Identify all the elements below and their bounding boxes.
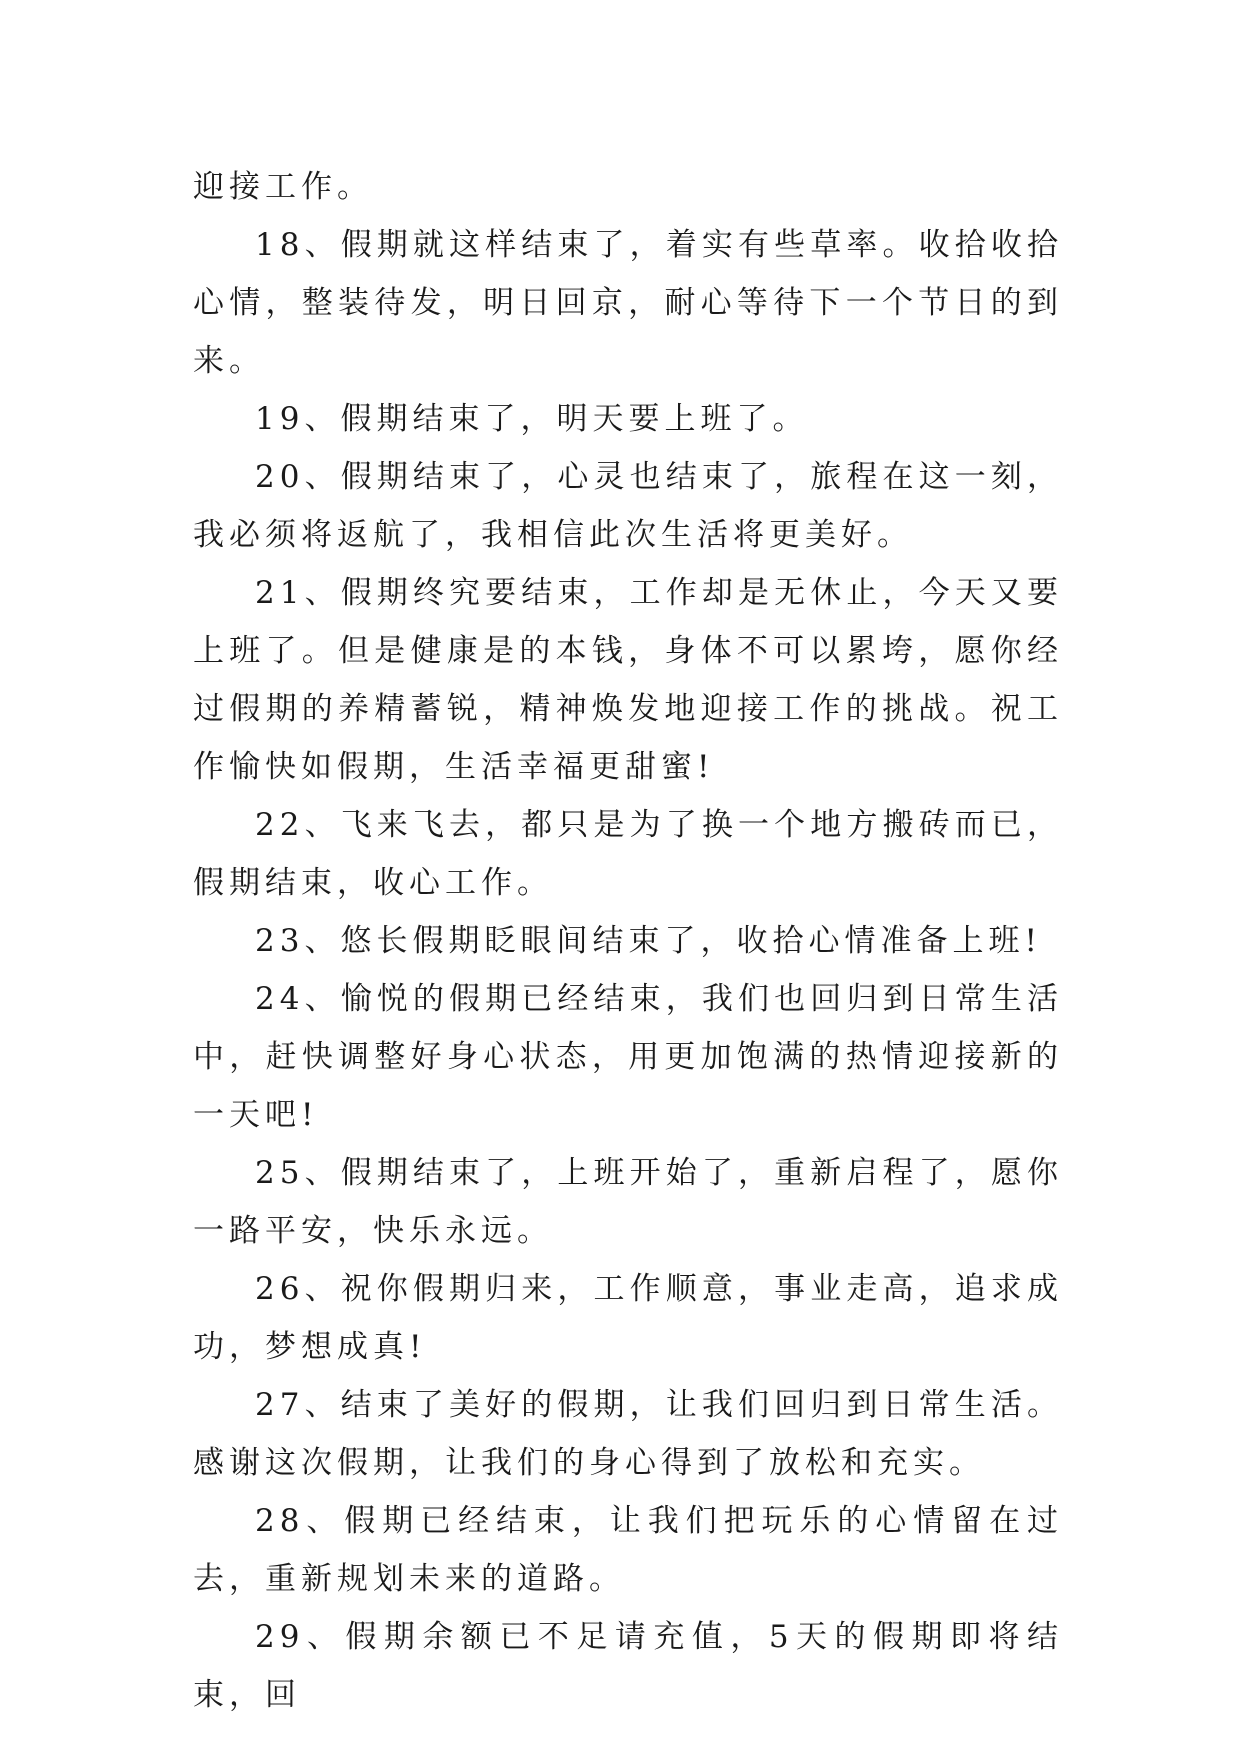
paragraph-20: 20、假期结束了，心灵也结束了，旅程在这一刻，我必须将返航了，我相信此次生活将更美好。 bbox=[193, 459, 1063, 553]
paragraph-18: 18、假期就这样结束了，着实有些草率。收拾收拾心情，整装待发，明日回京，耐心等待下一个节日的到来。 bbox=[193, 227, 1063, 379]
paragraph-28: 28、假期已经结束，让我们把玩乐的心情留在过去，重新规划未来的道路。 bbox=[193, 1503, 1063, 1597]
paragraph-21: 21、假期终究要结束，工作却是无休止，今天又要上班了。但是健康是的本钱，身体不可以累垮，愿你经过假期的养精蓄锐，精神焕发地迎接工作的挑战。祝工作愉快如假期，生活幸福更甜蜜! bbox=[193, 575, 1063, 785]
paragraph-19: 19、假期结束了，明天要上班了。 bbox=[255, 401, 809, 437]
paragraph-22: 22、飞来飞去，都只是为了换一个地方搬砖而已，假期结束，收心工作。 bbox=[193, 807, 1063, 901]
paragraph-continuation: 迎接工作。 bbox=[193, 169, 373, 205]
paragraph-27: 27、结束了美好的假期，让我们回归到日常生活。感谢这次假期，让我们的身心得到了放松和充实。 bbox=[193, 1387, 1063, 1481]
document-body bbox=[193, 158, 1063, 1724]
paragraph-24: 24、愉悦的假期已经结束，我们也回归到日常生活中，赶快调整好身心状态，用更加饱满的热情迎接新的一天吧! bbox=[193, 981, 1063, 1133]
paragraph-29: 29、假期余额已不足请充值，5天的假期即将结束，回 bbox=[193, 1619, 1063, 1713]
paragraph-23: 23、悠长假期眨眼间结束了，收拾心情准备上班! bbox=[255, 923, 1042, 959]
paragraph-25: 25、假期结束了，上班开始了，重新启程了，愿你一路平安，快乐永远。 bbox=[193, 1155, 1063, 1249]
paragraph-26: 26、祝你假期归来，工作顺意，事业走高，追求成功，梦想成真! bbox=[193, 1271, 1063, 1365]
